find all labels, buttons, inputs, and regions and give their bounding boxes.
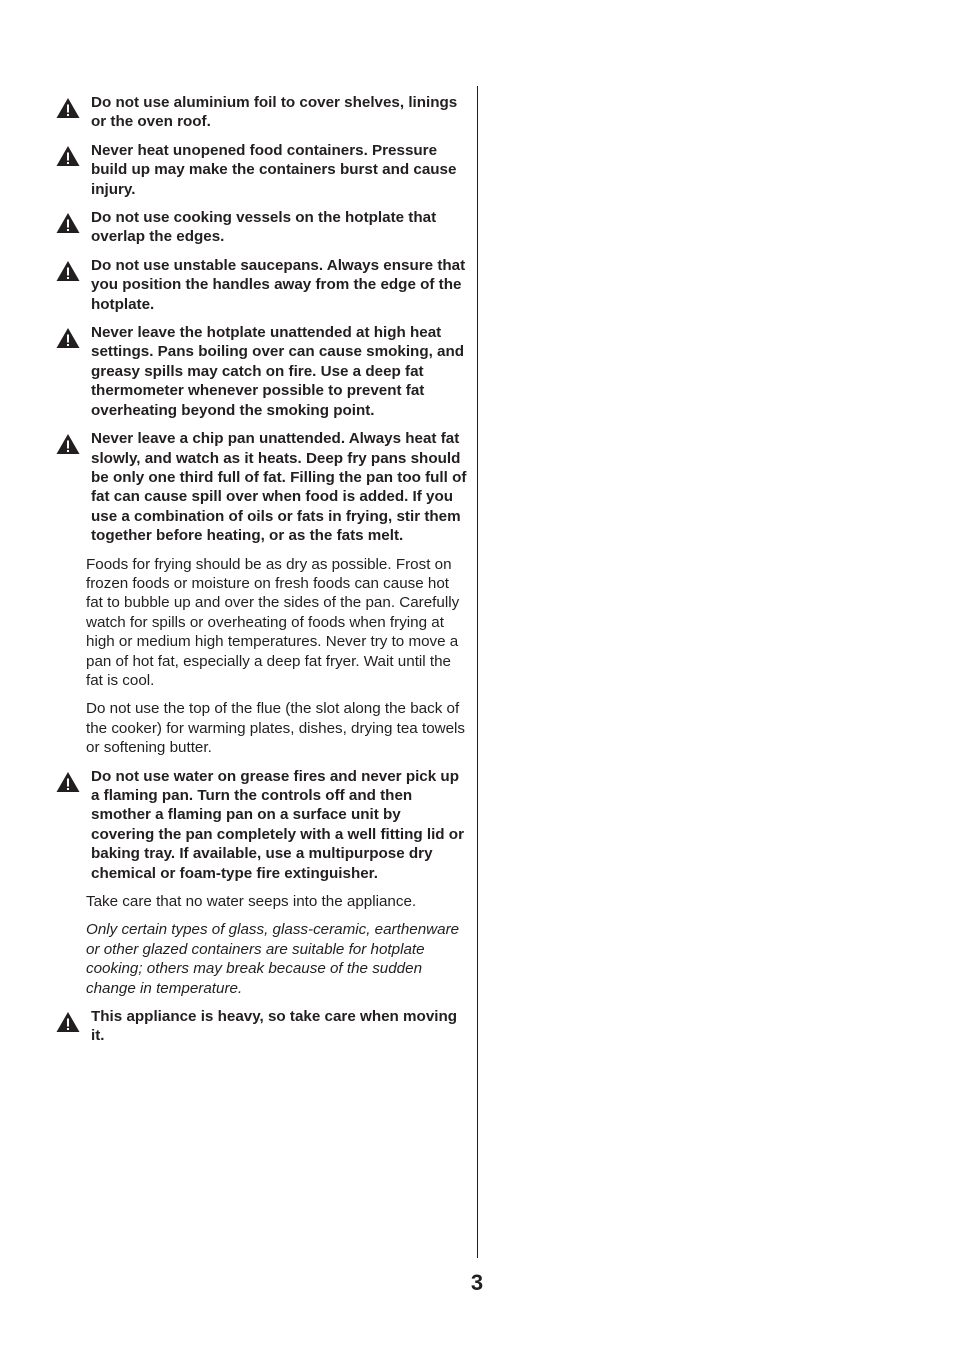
warning-item bbox=[56, 767, 468, 883]
warning-item bbox=[56, 1007, 468, 1046]
warning-triangle-icon bbox=[56, 771, 80, 793]
warning-text: Do not use cooking vessels on the hotplate that overlap the edges. bbox=[91, 209, 437, 246]
column-divider bbox=[477, 86, 478, 1258]
warning-triangle-icon bbox=[56, 1011, 80, 1033]
warning-item bbox=[56, 208, 468, 247]
warning-triangle-icon bbox=[56, 327, 80, 349]
paragraph: Do not use the top of the flue (the slot along the back of the cooker) for warming plates, dishes, drying tea towels or softening butter. bbox=[86, 700, 466, 757]
warning-triangle-icon bbox=[56, 145, 80, 167]
warning-item bbox=[56, 141, 468, 199]
warning-text: Do not use water on grease fires and never pick up a flaming pan. Turn the controls off and then smother a flaming pan on a surface unit by covering the pan completely with a well fitting lid or baking tray. If available, use a multipurpose dry chemical or foam-type fire extinguisher. bbox=[91, 767, 464, 882]
warning-text: Do not use aluminium foil to cover shelves, linings or the oven roof. bbox=[91, 94, 458, 131]
warning-triangle-icon bbox=[56, 212, 80, 234]
italic-note: Only certain types of glass, glass-ceramic, earthenware or other glazed containers are suitable for hotplate cooking; others may break because of the sudden change in temperature. bbox=[86, 921, 460, 997]
warning-text: This appliance is heavy, so take care when moving it. bbox=[91, 1008, 458, 1045]
warning-text: Never leave a chip pan unattended. Always heat fat slowly, and watch as it heats. Deep fry pans should be only one third full of fat. Filling the pan too full of fat can cause spill over when food is added. If you use a combination of oils or fats in frying, stir them together before heating, or as the fats melt. bbox=[91, 430, 467, 545]
warning-triangle-icon bbox=[56, 433, 80, 455]
paragraph: Take care that no water seeps into the appliance. bbox=[86, 893, 417, 911]
safety-instructions-column bbox=[56, 93, 468, 1055]
warning-text: Do not use unstable saucepans. Always ensure that you position the handles away from the edge of the hotplate. bbox=[91, 256, 466, 313]
warning-triangle-icon bbox=[56, 97, 80, 119]
warning-item bbox=[56, 93, 468, 132]
warning-text: Never heat unopened food containers. Pressure build up may make the containers burst and cause injury. bbox=[91, 141, 457, 198]
warning-triangle-icon bbox=[56, 260, 80, 282]
warning-item bbox=[56, 323, 468, 420]
paragraph: Foods for frying should be as dry as possible. Frost on frozen foods or moisture on fresh foods can cause hot fat to bubble up and over the sides of the pan. Carefully watch for spills or overheating of foods when frying at high or medium high temperatures. Never try to move a pan of hot fat, especially a deep fat fryer. Wait until the fat is cool. bbox=[86, 555, 460, 689]
page-number: 3 bbox=[470, 1270, 484, 1295]
warning-item bbox=[56, 256, 468, 314]
warning-item bbox=[56, 429, 468, 545]
warning-text: Never leave the hotplate unattended at high heat settings. Pans boiling over can cause smoking, and greasy spills may catch on fire. Use a deep fat thermometer whenever possible to prevent fat overheating beyond the smoking point. bbox=[91, 324, 465, 419]
